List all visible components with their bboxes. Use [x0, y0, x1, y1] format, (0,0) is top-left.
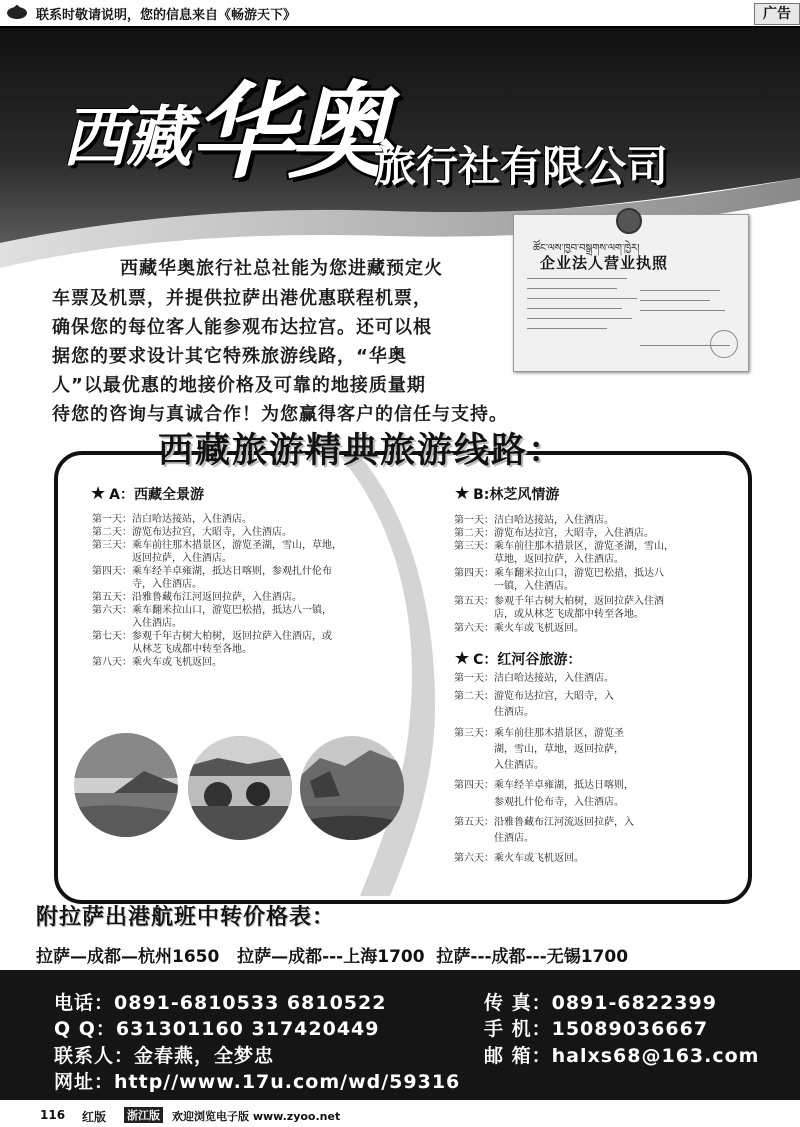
license-text-line — [527, 278, 627, 279]
route-a-day: 第八天：乘火车或飞机返回。 — [92, 657, 222, 668]
route-a-day: 第七天：参观千年古树大柏树，返回拉萨入住酒店，或 — [92, 631, 332, 642]
license-tibetan-title: ཚོང་ལས་ཁྱབ་བསྒྲགས་ལག་ཁྱེར། — [533, 243, 640, 254]
route-a-heading — [90, 483, 204, 504]
license-text-line — [527, 288, 617, 289]
route-b-label: B:林芝风情游 — [473, 487, 560, 503]
source-note: 联系时敬请说明，您的信息来自《畅游天下》 — [36, 8, 297, 23]
fare-table-title: 附拉萨出港航班中转价格表： — [36, 905, 336, 930]
license-text-line — [640, 290, 720, 291]
route-c-day: 第六天：乘火车或飞机返回。 — [454, 853, 584, 864]
route-c-day: 入住酒店。 — [454, 760, 544, 771]
route-a-day: 寺，入住酒店。 — [92, 579, 202, 590]
route-a-day: 第四天：乘车经羊卓雍湖，抵达日喀则，参观扎什伦布 — [92, 566, 332, 577]
route-c-day: 参观扎什伦布寺，入住酒店。 — [454, 797, 624, 808]
route-b-day: 第三天：乘车前往那木措景区，游览圣湖，雪山， — [454, 541, 674, 552]
fax-text: 传 真：0891-6822399 — [484, 992, 717, 1014]
site-link[interactable]: 欢迎浏览电子版 www.zyoo.net — [172, 1110, 341, 1123]
route-a-day: 第二天：游览布达拉宫，大昭寺，入住酒店。 — [92, 527, 292, 538]
route-b-day: 第五天：参观千年古树大柏树，返回拉萨入住酒 — [454, 596, 664, 607]
page-number: 116 — [40, 1108, 66, 1122]
email-link[interactable]: 邮 箱：halxs68@163.com — [484, 1045, 760, 1067]
company-name: 旅行社有限公司 — [374, 142, 669, 191]
region-badge: 浙江版 — [124, 1107, 163, 1123]
license-text-line — [640, 310, 725, 311]
edition-label: 红版 — [82, 1110, 107, 1124]
route-a-day: 返回拉萨，入住酒店。 — [92, 553, 232, 564]
route-c-heading — [454, 648, 581, 669]
license-title: 企业法人营业执照 — [540, 254, 669, 272]
photo-river-trees — [188, 736, 292, 840]
photo-red-valley — [300, 736, 404, 840]
route-c-label: C：红河谷旅游： — [473, 652, 582, 668]
license-text-line — [527, 328, 607, 329]
route-a-day: 入住酒店。 — [92, 618, 182, 629]
intro-line-6: 待您的咨询与真诚合作！为您赢得客户的信任与支持。 — [52, 404, 508, 425]
route-a-day: 第六天：乘车翻米拉山口，游览巴松措，抵达八一镇， — [92, 605, 332, 616]
intro-line-1: 西藏华奥旅行社总社能为您进藏预定火 — [120, 258, 443, 279]
license-emblem — [616, 208, 642, 234]
license-stamp — [710, 330, 738, 358]
qq-text: Q Q：631301160 317420449 — [54, 1018, 380, 1040]
logo-xizang: 西藏 — [62, 98, 190, 176]
route-c-day: 第五天：沿雅鲁藏布江河流返回拉萨，入 — [454, 817, 634, 828]
star-icon: ★ — [90, 483, 107, 504]
contact-person: 联系人：金春燕，全梦忠 — [54, 1045, 275, 1067]
route-a-day: 第三天：乘车前往那木措景区，游览圣湖，雪山，草地， — [92, 540, 342, 551]
route-c-day: 第一天：洁白哈达接站，入住酒店。 — [454, 673, 614, 684]
route-b-day: 一镇，入住酒店。 — [454, 581, 574, 592]
route-a-day: 从林芝飞成都中转至各地。 — [92, 644, 252, 655]
bottom-strip — [0, 1104, 800, 1127]
photo-lake-plateau — [74, 733, 178, 837]
intro-line-2: 车票及机票，并提供拉萨出港优惠联程机票， — [52, 288, 432, 309]
route-b-day: 第四天：乘车翻米拉山口，游览巴松措，抵达八 — [454, 568, 664, 579]
route-a-label: A：西藏全景游 — [109, 487, 204, 503]
ad-label: 广告 — [754, 3, 800, 25]
star-icon: ★ — [454, 648, 471, 669]
intro-line-4: 据您的要求设计其它特殊旅游线路，“华奥 — [52, 346, 407, 367]
route-b-day: 第六天：乘火车或飞机返回。 — [454, 623, 584, 634]
license-text-line — [640, 300, 710, 301]
license-text-line — [527, 298, 637, 299]
intro-line-5: 人”以最优惠的地接价格及可靠的地接质量期 — [52, 375, 426, 396]
route-c-day: 第二天：游览布达拉宫，大昭寺，入 — [454, 691, 614, 702]
route-b-day: 店，或从林芝飞成都中转至各地。 — [454, 609, 644, 620]
route-c-day: 住酒店。 — [454, 833, 534, 844]
route-c-day: 第三天：乘车前往那木措景区，游览圣 — [454, 728, 624, 739]
route-b-day: 草地，返回拉萨，入住酒店。 — [454, 554, 624, 565]
star-icon: ★ — [454, 483, 471, 504]
routes-title: 西藏旅游精典旅游线路： — [158, 431, 566, 471]
route-b-day: 第二天：游览布达拉宫，大昭寺，入住酒店。 — [454, 528, 654, 539]
route-b-day: 第一天：洁白哈达接站，入住酒店。 — [454, 515, 614, 526]
license-text-line — [527, 308, 622, 309]
logo-huaao: 华奥 — [190, 70, 387, 193]
intro-line-3: 确保您的每位客人能参观布达拉宫。还可以根 — [52, 317, 432, 338]
route-a-day: 第五天：沿雅鲁藏布江河返回拉萨，入住酒店。 — [92, 592, 302, 603]
route-c-day: 住酒店。 — [454, 707, 534, 718]
phone-text: 电话：0891-6810533 6810522 — [54, 992, 387, 1014]
route-c-day: 第四天：乘车经羊卓雍湖，抵达日喀则， — [454, 780, 634, 791]
license-text-line — [527, 318, 632, 319]
fare-routes: 拉萨—成都—杭州1650 拉萨—成都---上海1700 拉萨---成都---无锡1700 — [36, 947, 629, 967]
mobile-text: 手 机：15089036667 — [484, 1018, 709, 1040]
route-a-day: 第一天：洁白哈达接站，入住酒店。 — [92, 514, 252, 525]
route-b-heading — [454, 483, 559, 504]
route-c-day: 湖，雪山，草地，返回拉萨， — [454, 744, 624, 755]
website-link[interactable]: 网址：http//www.17u.com/wd/59316 — [54, 1071, 461, 1093]
magazine-logo-icon — [6, 4, 28, 20]
